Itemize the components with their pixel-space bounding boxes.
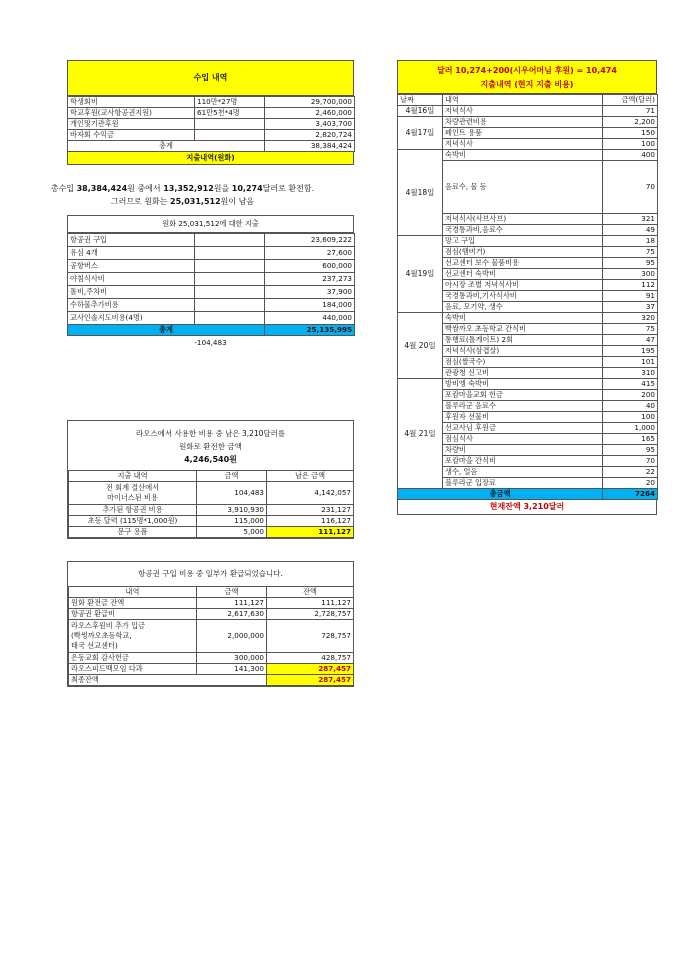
usd-item-amount: 49	[603, 225, 658, 236]
laos-header-row	[69, 471, 354, 482]
usd-item-label: 선교센터 보수 물품비용	[443, 258, 603, 269]
laos-header-cell: 금액	[197, 471, 267, 482]
usd-item-amount: 200	[603, 390, 658, 401]
krw-expense-row	[68, 286, 355, 299]
usd-date: 4월 20일	[398, 313, 443, 379]
income-label: 바자회 수익금	[68, 130, 195, 141]
krw-expense-note	[195, 286, 265, 299]
refund-header-cell: 금액	[197, 587, 267, 598]
refund-header-cell: 잔액	[267, 587, 354, 598]
income-row	[68, 108, 355, 119]
usd-item-amount: 37	[603, 302, 658, 313]
usd-item-label: 저녁식사(삼겹살)	[443, 346, 603, 357]
usd-item-label: 관광청 신고비	[443, 368, 603, 379]
laos-conversion-section	[67, 420, 354, 539]
usd-date: 4월19일	[398, 236, 443, 313]
usd-title-line-1: 달러 10,274+200(시우어머님 후원) = 10,474	[437, 66, 617, 75]
usd-item-amount: 95	[603, 445, 658, 456]
refund-remain: 2,728,757	[267, 609, 354, 620]
usd-item-amount: 100	[603, 412, 658, 423]
usd-title-line-2: 지출내역 (현지 지출 비용)	[480, 80, 574, 89]
income-amount: 29,700,000	[265, 97, 355, 108]
usd-item-label: 블루라군 입장료	[443, 478, 603, 489]
refund-row	[69, 620, 354, 653]
usd-row	[398, 117, 658, 128]
krw-expense-label: 유심 4개	[68, 247, 195, 260]
laos-row	[69, 516, 354, 527]
krw-expense-note	[195, 234, 265, 247]
usd-item-label: 선교사님 후원금	[443, 423, 603, 434]
refund-final-label: 최종잔액	[69, 675, 267, 686]
usd-item-label: 차량비	[443, 445, 603, 456]
income-section	[67, 60, 354, 165]
usd-header-row	[398, 95, 658, 106]
usd-item-amount: 112	[603, 280, 658, 291]
krw-expense-section	[67, 215, 354, 350]
usd-item-amount: 70	[603, 161, 658, 214]
income-note: 110만*27명	[195, 97, 265, 108]
income-row	[68, 119, 355, 130]
usd-item-label: 저녁식사	[443, 106, 603, 117]
usd-header-cell: 금액(달러)	[603, 95, 658, 106]
laos-table	[68, 470, 354, 538]
usd-item-label: 방비엥 숙박비	[443, 379, 603, 390]
refund-amount: 300,000	[197, 653, 267, 664]
usd-item-label: 후원자 선물비	[443, 412, 603, 423]
usd-item-amount: 47	[603, 335, 658, 346]
usd-row	[398, 236, 658, 247]
usd-item-label: 아시장 조별 저녁식사비	[443, 280, 603, 291]
income-label: 학생회비	[68, 97, 195, 108]
usd-item-amount: 320	[603, 313, 658, 324]
krw-expense-row	[68, 273, 355, 286]
usd-item-label: 음료수, 물 등	[443, 161, 603, 214]
usd-item-amount: 321	[603, 214, 658, 225]
usd-header-cell: 내역	[443, 95, 603, 106]
krw-expense-title: 원화 25,031,512에 대한 지출	[67, 215, 354, 233]
usd-item-label: 생수, 얼음	[443, 467, 603, 478]
laos-amount: 115,000	[197, 516, 267, 527]
usd-total-row	[398, 489, 658, 500]
usd-item-label: 점심(쌀국수)	[443, 357, 603, 368]
usd-item-amount: 165	[603, 434, 658, 445]
usd-item-amount: 22	[603, 467, 658, 478]
refund-header-cell: 내역	[69, 587, 197, 598]
usd-date: 4월17일	[398, 117, 443, 150]
refund-header-row	[69, 587, 354, 598]
laos-header-cell: 지출 내역	[69, 471, 197, 482]
usd-row	[398, 313, 658, 324]
income-row	[68, 130, 355, 141]
refund-row	[69, 653, 354, 664]
usd-title	[397, 60, 657, 94]
laos-label: 초등 달력 (115명*1,000원)	[69, 516, 197, 527]
krw-expense-label: 교사인솔지도비용(4명)	[68, 312, 195, 325]
usd-item-label: 저녁식사	[443, 139, 603, 150]
exchange-summary	[10, 177, 355, 214]
usd-item-label: 페인트 용품	[443, 128, 603, 139]
laos-amount: 5,000	[197, 527, 267, 538]
refund-row	[69, 664, 354, 675]
usd-item-label: 빡쌈까오 초등학교 간식비	[443, 324, 603, 335]
refund-section	[67, 561, 354, 687]
laos-label: 문구 용품	[69, 527, 197, 538]
krw-total-amount: 25,135,995	[265, 325, 355, 336]
usd-item-amount: 95	[603, 258, 658, 269]
krw-expense-row	[68, 312, 355, 325]
refund-title: 항공권 구입 비용 중 일부가 환급되었습니다.	[138, 569, 283, 578]
usd-item-amount: 101	[603, 357, 658, 368]
refund-table	[68, 586, 354, 686]
krw-expense-note	[195, 273, 265, 286]
krw-expense-row	[68, 260, 355, 273]
usd-item-label: 음료, 모기약, 생수	[443, 302, 603, 313]
usd-item-amount: 100	[603, 139, 658, 150]
usd-item-label: 점심식사	[443, 434, 603, 445]
usd-header-cell: 날짜	[398, 95, 443, 106]
income-note	[195, 130, 265, 141]
usd-item-amount: 195	[603, 346, 658, 357]
income-total-label: 총계	[68, 141, 265, 152]
usd-table	[397, 94, 658, 500]
krw-expense-label: 공항버스	[68, 260, 195, 273]
laos-remain: 4,142,057	[267, 482, 354, 505]
usd-item-amount: 310	[603, 368, 658, 379]
refund-amount: 2,000,000	[197, 620, 267, 653]
laos-remain: 111,127	[267, 527, 354, 538]
refund-label: 은동교회 감사헌금	[69, 653, 197, 664]
krw-expense-note	[195, 299, 265, 312]
income-label: 개인및기관후원	[68, 119, 195, 130]
refund-remain: 728,757	[267, 620, 354, 653]
refund-amount: 111,127	[197, 598, 267, 609]
usd-item-amount: 2,200	[603, 117, 658, 128]
usd-date: 4월16일	[398, 106, 443, 117]
income-note	[195, 119, 265, 130]
income-table	[67, 96, 355, 152]
krw-total-row	[68, 325, 355, 336]
krw-expense-amount: 237,273	[265, 273, 355, 286]
laos-label: 추가된 항공권 비용	[69, 505, 197, 516]
krw-expense-note	[195, 312, 265, 325]
krw-expense-amount: 37,900	[265, 286, 355, 299]
krw-expense-row	[68, 247, 355, 260]
krw-balance: -104,483	[194, 338, 227, 347]
usd-item-label: 선교센터 숙박비	[443, 269, 603, 280]
usd-item-amount: 1,000	[603, 423, 658, 434]
usd-item-amount: 400	[603, 150, 658, 161]
usd-item-label: 포캄마을 간식비	[443, 456, 603, 467]
usd-item-label: 차량관련비용	[443, 117, 603, 128]
refund-remain: 111,127	[267, 598, 354, 609]
usd-item-label: 망고 구입	[443, 236, 603, 247]
krw-expense-label: 항공권 구입	[68, 234, 195, 247]
refund-label: 라오스피드백모임 다과	[69, 664, 197, 675]
usd-remaining: 현재잔액 3,210달러	[397, 500, 657, 515]
income-note: 61만5천*4명	[195, 108, 265, 119]
laos-line-3: 4,246,540원	[184, 455, 237, 464]
laos-line-1: 라오스에서 사용한 비용 중 남은 3,210달러를	[135, 429, 286, 438]
krw-expense-table	[67, 233, 355, 336]
laos-amount: 104,483	[197, 482, 267, 505]
usd-item-amount: 415	[603, 379, 658, 390]
refund-amount: 2,617,630	[197, 609, 267, 620]
usd-date: 4월18일	[398, 150, 443, 236]
krw-expense-row	[68, 299, 355, 312]
refund-row	[69, 609, 354, 620]
usd-item-label: 숙박비	[443, 313, 603, 324]
usd-item-amount: 150	[603, 128, 658, 139]
income-total-amount: 38,384,424	[265, 141, 355, 152]
income-amount: 2,460,000	[265, 108, 355, 119]
usd-row	[398, 150, 658, 161]
income-label: 학교후원(교사항공권지원)	[68, 108, 195, 119]
krw-expense-label: 야침식사비	[68, 273, 195, 286]
krw-expense-amount: 184,000	[265, 299, 355, 312]
usd-item-label: 국경통과비,기사식사비	[443, 291, 603, 302]
krw-expense-amount: 23,609,222	[265, 234, 355, 247]
refund-amount: 141,300	[197, 664, 267, 675]
summary-line-2: 그러므로 원화는 25,031,512원이 남음	[110, 197, 255, 206]
usd-item-label: 점심(햄버거)	[443, 247, 603, 258]
laos-remain: 231,127	[267, 505, 354, 516]
usd-item-amount: 300	[603, 269, 658, 280]
usd-date: 4월 21일	[398, 379, 443, 489]
usd-row	[398, 106, 658, 117]
laos-line-2: 원화로 환전한 금액	[179, 442, 242, 451]
refund-label: 항공권 환급비	[69, 609, 197, 620]
usd-item-amount: 71	[603, 106, 658, 117]
usd-item-label: 국경통과비,음료수	[443, 225, 603, 236]
refund-row	[69, 598, 354, 609]
usd-item-amount: 91	[603, 291, 658, 302]
laos-row	[69, 527, 354, 538]
refund-label: 원화 환전금 잔액	[69, 598, 197, 609]
usd-total-label: 총금액	[398, 489, 603, 500]
usd-item-label: 블루라군 음료수	[443, 401, 603, 412]
expense-krw-header: 지출내역(원화)	[67, 152, 354, 165]
usd-item-label: 통행료(톨게이트) 2회	[443, 335, 603, 346]
usd-item-label: 숙박비	[443, 150, 603, 161]
usd-item-amount: 75	[603, 247, 658, 258]
usd-item-amount: 40	[603, 401, 658, 412]
refund-remain: 428,757	[267, 653, 354, 664]
krw-expense-note	[195, 260, 265, 273]
summary-line-1: 총수입 38,384,424원 중에서 13,352,912원을 10,274달러로 환전함.	[50, 184, 315, 193]
income-amount: 2,820,724	[265, 130, 355, 141]
krw-expense-amount: 600,000	[265, 260, 355, 273]
usd-item-amount: 75	[603, 324, 658, 335]
laos-amount: 3,910,930	[197, 505, 267, 516]
krw-expense-label: 톨비,주차비	[68, 286, 195, 299]
laos-header-cell: 남은 금액	[267, 471, 354, 482]
income-row	[68, 97, 355, 108]
usd-total-amount: 7264	[603, 489, 658, 500]
usd-item-amount: 70	[603, 456, 658, 467]
usd-section	[397, 60, 657, 515]
refund-final-row	[69, 675, 354, 686]
laos-remain: 116,127	[267, 516, 354, 527]
usd-row	[398, 379, 658, 390]
refund-final-amount: 287,457	[267, 675, 354, 686]
krw-expense-note	[195, 247, 265, 260]
refund-label: 라오스후원비 추가 입금 (빡썽까오초등학교, 태국 선교센터)	[69, 620, 197, 653]
laos-row	[69, 482, 354, 505]
krw-expense-amount: 27,600	[265, 247, 355, 260]
krw-expense-amount: 440,000	[265, 312, 355, 325]
laos-label: 전 회계 결산에서 마이너스된 비용	[69, 482, 197, 505]
usd-item-label: 저녁식사(사브사브)	[443, 214, 603, 225]
usd-item-label: 포캄마을교회 헌금	[443, 390, 603, 401]
usd-item-amount: 20	[603, 478, 658, 489]
income-amount: 3,403,700	[265, 119, 355, 130]
usd-item-amount: 18	[603, 236, 658, 247]
income-total-row	[68, 141, 355, 152]
laos-row	[69, 505, 354, 516]
krw-total-label: 총계	[68, 325, 265, 336]
krw-expense-row	[68, 234, 355, 247]
income-title: 수입 내역	[67, 60, 354, 96]
krw-expense-label: 수하물추가비용	[68, 299, 195, 312]
refund-remain: 287,457	[267, 664, 354, 675]
